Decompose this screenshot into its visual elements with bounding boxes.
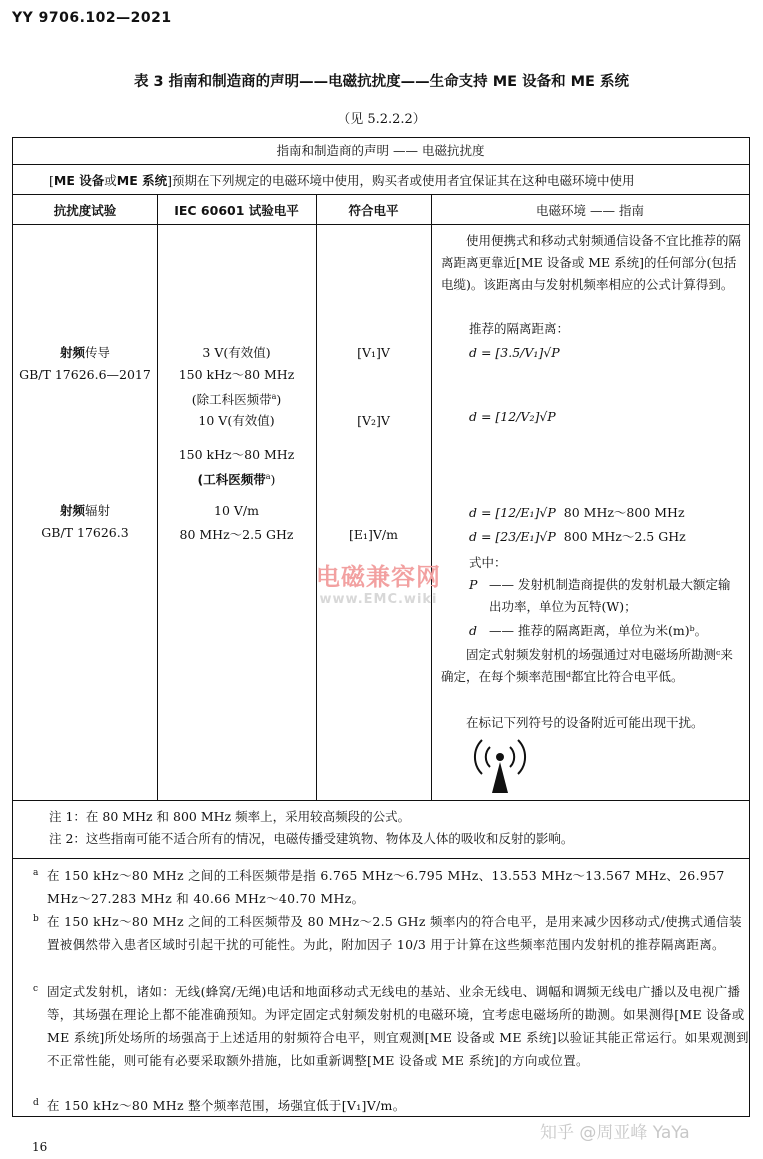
non-ionizing-radiation-icon	[468, 735, 532, 797]
compliance-level: [E₁]V/m	[349, 527, 398, 542]
test-radiated-rf: 射频辐射	[59, 503, 111, 518]
immunity-table	[12, 137, 750, 1117]
guidance-para-3: 固定式射频发射机的场强通过对电磁场所勘测ᶜ来确定，在每个频率范围ᵈ都宜比符合电平低。	[441, 647, 733, 684]
formula-conducted-1: d = [3.5/V₁]√P	[469, 345, 560, 360]
iec-level: (工科医频带$^a$)	[197, 472, 276, 488]
col-header-test: 抗扰度试验	[53, 203, 117, 218]
def-p-symbol: P	[469, 577, 478, 592]
footnote-b: b 在 150 kHz～80 MHz 之间的工科医频带及 80 MHz～2.5 GHz 频率内的符合电平，是用来减少因移动式/使携式通信装置被偶然带入患者区域时引起干扰的可能性。为此，附加因子 10/3 用于计算在这些频率范围内发射机的推荐隔离距离。	[33, 914, 742, 952]
iec-level: 150 kHz～80 MHz	[178, 447, 295, 462]
def-p: —— 发射机制造商提供的发射机最大额定输出功率，单位为瓦特(W)；	[489, 577, 731, 614]
col-divider	[316, 194, 317, 800]
col-header-iec-level: IEC 60601 试验电平	[174, 203, 299, 218]
def-d-symbol: d	[469, 623, 478, 638]
table-intro: [ME 设备或ME 系统]预期在下列规定的电磁环境中使用，购买者或使用者宜保证其在这种电磁环境中使用	[49, 173, 635, 188]
note-2: 注 2：这些指南可能不适合所有的情况，电磁传播受建筑物、物体及人体的吸收和反射的影响。	[49, 831, 574, 846]
watermark	[316, 557, 441, 607]
watermark-url: www.EMC.wiki	[319, 592, 438, 607]
compliance-level: [V₂]V	[357, 413, 390, 428]
compliance-level: [V₁]V	[357, 345, 390, 360]
table-title: 表 3 指南和制造商的声明——电磁抗扰度——生命支持 ME 设备和 ME 系统	[133, 74, 630, 90]
table-caption: 指南和制造商的声明 —— 电磁抗扰度	[276, 143, 485, 158]
formula-radiated-1: d = [12/E₁]√P 80 MHz～800 MHz	[469, 505, 685, 520]
guidance-para-4: 在标记下列符号的设备附近可能出现干扰。	[466, 715, 704, 730]
footnote-a: a 在 150 kHz～80 MHz 之间的工科医频带是指 6.765 MHz～6.795 MHz、13.553 MHz～13.567 MHz、26.957 MHz～27.283 MHz 和 40.66 MHz～40.70 MHz。	[33, 868, 725, 906]
guidance-para-2: 推荐的隔离距离：	[469, 321, 570, 336]
watermark-title: 电磁兼容网	[316, 563, 441, 591]
rule	[13, 194, 749, 195]
iec-level: 10 V(有效值)	[198, 413, 275, 428]
iec-level: 3 V(有效值)	[202, 345, 271, 360]
def-d: —— 推荐的隔离距离，单位为米(m)ᵇ。	[489, 623, 708, 638]
col-header-compliance: 符合电平	[348, 203, 399, 218]
rule	[13, 224, 749, 225]
standard-code: YY 9706.102—2021	[12, 10, 172, 26]
guidance-para-1: 使用便携式和移动式射频通信设备不宜比推荐的隔离距离更靠近[ME 设备或 ME 系统]的任何部分(包括电缆)。该距离由与发射机频率相应的公式计算得到。	[441, 233, 742, 292]
rule	[13, 858, 749, 859]
note-1: 注 1：在 80 MHz 和 800 MHz 频率上，采用较高频段的公式。	[49, 809, 411, 824]
page-number: 16	[32, 1140, 48, 1154]
rule	[13, 800, 749, 801]
iec-level: 150 kHz～80 MHz	[178, 367, 295, 382]
formula-conducted-2: d = [12/V₂]√P	[469, 409, 556, 424]
footnote-c: c 固定式发射机，诸如：无线(蜂窝/无绳)电话和地面移动式无线电的基站、业余无线电、调幅和调频无线电广播以及电视广播等，其场强在理论上都不能准确预知。为评定固定式射频发射机的电磁环境，宜考虑电磁场所的勘测。如果测得[ME 设备或 ME 系统]所处场所的场强高于上述适用的射频符合电平，则宜观测[ME 设备或 ME 系统]以验证其能正常运行。如果观测到不正常性能，则可能有必要采取额外措施，比如重新调整[ME 设备或 ME 系统]的方向或位置。	[33, 984, 749, 1068]
rule	[13, 164, 749, 165]
std-radiated-rf: GB/T 17626.3	[41, 525, 129, 540]
std-conducted-rf: GB/T 17626.6—2017	[19, 367, 151, 382]
formula-radiated-2: d = [23/E₁]√P 800 MHz～2.5 GHz	[469, 529, 686, 544]
col-header-guidance: 电磁环境 —— 指南	[536, 203, 644, 218]
iec-level: 10 V/m	[214, 503, 259, 518]
where-label: 式中：	[469, 555, 507, 570]
footnote-d: d 在 150 kHz～80 MHz 整个频率范围，场强宜低于[V₁]V/m。	[33, 1098, 406, 1113]
col-divider	[157, 194, 158, 800]
col-divider	[431, 194, 432, 800]
iec-level: (除工科医频带$^a$)	[191, 392, 282, 408]
table-subtitle: （见 5.2.2.2）	[337, 112, 426, 127]
author-credit: 知乎 @周亚峰 YaYa	[540, 1123, 690, 1143]
test-conducted-rf: 射频传导	[59, 345, 111, 360]
iec-level: 80 MHz～2.5 GHz	[179, 527, 294, 542]
